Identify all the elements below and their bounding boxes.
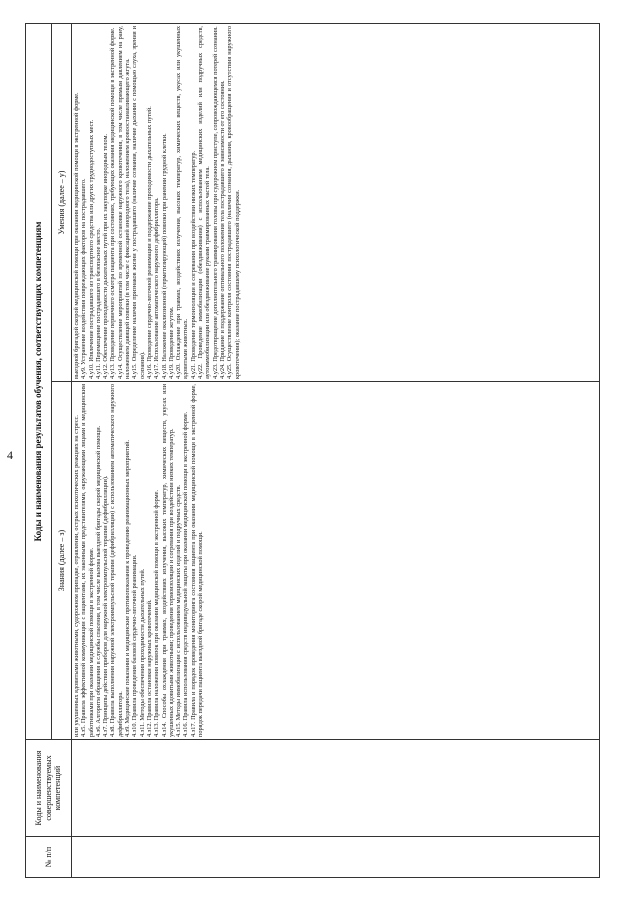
knowledge-item: 4.з17. Правила и порядок проведения мониторинга состояния пациента при оказании медицинской помощи в экстренной форме, порядок передачи пациента выездной бригаде скорой медицинской помощи. <box>189 384 205 737</box>
skill-item: 4.у14. Осуществление мероприятий по временной остановке наружного кровотечения, в том числе прямым давлением на рану, наложением давящей повязки (в том числе с фиксацией инородного тела), наложением кровоостанавливающего жгута. <box>116 26 132 379</box>
knowledge-item: 4.з7. Принципы действия приборов для наружной электроимпульсной терапии (дефибрилляции). <box>102 475 110 737</box>
skill-item: 4.у22. Проведение иммобилизации (обездвиживания) с использованием медицинских изделий или подручных средств, аутоиммобилизации или обездвиживание руками травмированных частей тела. <box>197 26 212 379</box>
rotated-page <box>25 23 600 878</box>
knowledge-item: 4.з11. Методы обеспечения проходимости дыхательных путей. <box>138 568 146 737</box>
header-results: Коды и наименования результатов обучения, соответствующих компетенциям <box>26 24 52 740</box>
competency-codes-cell <box>72 740 600 837</box>
knowledge-item: или укушенных ядовитыми животными, судорожном припадке, отравлении, острых психотических реакциях на стресс. <box>73 414 80 737</box>
skill-item: 4.у20. Охлаждение при травмах, воздействиях излучения, высоких температур, химических веществ, укусах или укушенных ядовитыми животных. <box>175 26 190 379</box>
header-number: № п/п <box>26 837 72 878</box>
skill-item: 4.у11. Перемещение пострадавшего в безопасное место. <box>94 227 102 379</box>
knowledge-item: 4.з15. Методы иммобилизации с использованием медицинских изделий и подручных средств. <box>175 484 183 737</box>
skill-item: 4.у18. Наложение окклюзионной (герметизирующей) повязки при ранении грудной клетки. <box>160 133 168 379</box>
skill-item: 4.у25. Осуществление контроля состояния пострадавшего (наличия сознания, дыхания, кровообращения и отсутствия наружного кровотечения); оказание пострадавшему психологической поддержки. <box>226 26 241 379</box>
header-knowledge: Знания (далее – з) <box>52 382 72 740</box>
knowledge-cell <box>72 382 600 740</box>
knowledge-item: 4.з12. Правила остановки наружных кровотечений. <box>145 599 153 737</box>
skill-item: 4.у10. Извлечение пострадавшего из транспортного средства или других труднодоступных мест. <box>87 119 95 379</box>
skill-item: 4.у23. Предотвращение дополнительного травмирования головы при судорожном приступе, сопровождающемся потерей сознания. <box>211 26 219 379</box>
skill-item: 4.у19. Проведение жгутом. <box>167 306 175 379</box>
skill-item: 4.у15. Определение наличия признаков жизни у пострадавшего (наличие сознания, наличие дыхания с помощью слуха, зрения и осязания). <box>131 26 146 379</box>
knowledge-item: 4.з9. Медицинские показания и медицинские противопоказания к проведению реанимационных мероприятий. <box>124 439 132 737</box>
knowledge-item: 4.з10. Правила проведения базовой сердечно-легочной реанимации. <box>131 554 139 737</box>
skills-cell <box>72 24 600 382</box>
knowledge-item: 4.з13. Правила наложения повязок при оказании медицинской помощи в экстренной форме. <box>153 489 161 737</box>
skill-item: 4.у24. Придание и поддержание оптимального положения тела пострадавшего в зависимости от его состояния. <box>218 80 226 379</box>
header-codes: Коды и наименования совершенствуемых компетенций <box>26 740 72 837</box>
skill-item: 4.у17. Использование автоматического наружного дефибриллятора. <box>153 197 161 379</box>
knowledge-item: 4.з5. Правила эффективной коммуникации с пациентами, их законными представителями, окружающими лицами и медицинским работниками при оказании медицинской помощи в экстренной форме. <box>80 384 95 737</box>
skill-item: 4.у9. Устранение воздействия повреждающих факторов на пострадавшего. <box>80 178 88 379</box>
knowledge-item: 4.з14. Способы охлаждения при травмах, воздействиях излучения, высоких температур, химических веществ, укусах или укушенных ядовитыми животными; проведения термоизоляции и согревания при воздействии низких температур. <box>160 384 175 737</box>
skill-item: выездной бригадой скорой медицинской помощи при оказании медицинской помощи в экстренной форме. <box>73 92 80 379</box>
row-number-cell <box>72 837 600 878</box>
knowledge-item: 4.з8. Правила выполнения наружной электроимпульсной терапии (дефибрилляции) с использованием автоматического наружного дефибриллятора. <box>109 384 124 737</box>
skill-item: 4.у16. Проведение сердечно-легочной реанимации и поддержание проходимости дыхательных путей. <box>145 106 153 379</box>
page-number: 4 <box>7 448 13 462</box>
competency-table <box>25 23 600 878</box>
skill-item: 4.у13. Проведение первичного осмотра пациента при состояниях, требующих оказания медицинской помощи в экстренной форме. <box>109 27 117 379</box>
header-skills: Умения (далее – у) <box>52 24 72 382</box>
skill-item: 4.у21. Проведение термоизоляции и согревания при воздействии низких температур. <box>189 150 197 379</box>
skill-item: 4.у12. Обеспечение проходимости дыхательных путей при их закупорке инородным телом. <box>102 133 110 379</box>
knowledge-item: 4.з6. Алгоритм обращения в службы спасения, в том числе вызова выездной бригады скорой медицинской помощи. <box>94 425 102 737</box>
knowledge-item: 4.з16. Правила использования средств индивидуальной защиты при оказании медицинской помощи в экстренной форме. <box>182 411 190 737</box>
